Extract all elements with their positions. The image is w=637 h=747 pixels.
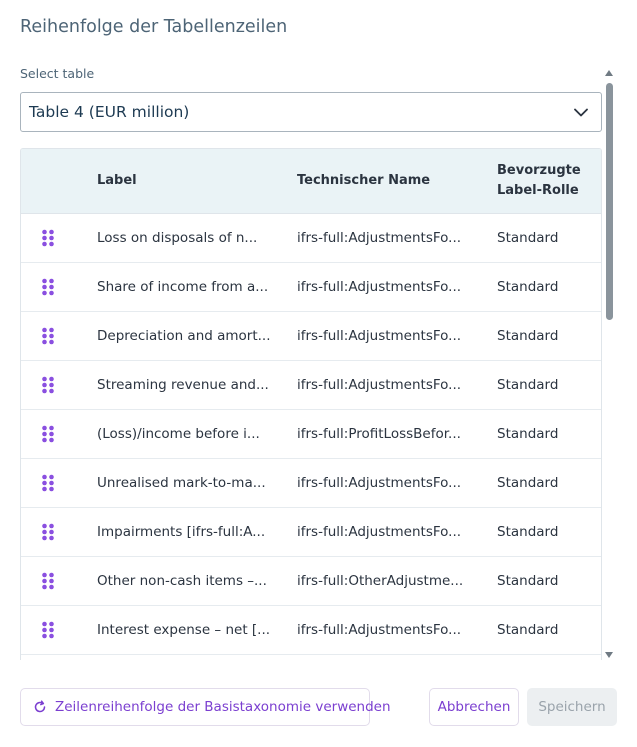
scroll-down-arrow[interactable] — [604, 651, 614, 659]
row-label: Unrealised mark-to-ma... — [97, 475, 266, 491]
row-label-role: Standard — [497, 524, 559, 540]
grip-dots-icon — [42, 229, 54, 247]
row-label-role: Standard — [497, 328, 559, 344]
table-body — [21, 214, 601, 660]
row-technical-name: ifrs-full:AdjustmentsFo... — [297, 279, 462, 295]
grip-dots-icon — [42, 376, 54, 394]
table-row[interactable] — [21, 459, 601, 508]
grip-dots-icon — [42, 278, 54, 296]
cancel-button[interactable]: Abbrechen — [429, 688, 519, 726]
table-select[interactable] — [20, 92, 602, 132]
dialog-title: Reihenfolge der Tabellenzeilen — [20, 17, 288, 37]
header-preferred-role — [497, 161, 601, 201]
grip-dots-icon — [42, 572, 54, 590]
table-row[interactable] — [21, 508, 601, 557]
scroll-up-arrow[interactable] — [604, 69, 614, 77]
refresh-icon — [33, 700, 47, 714]
selected-table-value: Table 4 (EUR million) — [29, 103, 190, 121]
row-technical-name: ifrs-full:AdjustmentsFo... — [297, 524, 462, 540]
drag-handle[interactable] — [21, 229, 97, 247]
row-label: (Loss)/income before i... — [97, 426, 260, 442]
row-technical-name: ifrs-full:AdjustmentsFo... — [297, 377, 462, 393]
table-row[interactable] — [21, 606, 601, 655]
header-preferred-role-line1: Bevorzugte — [497, 163, 581, 178]
header-technical-name: Technischer Name — [297, 173, 431, 188]
grip-dots-icon — [42, 474, 54, 492]
drag-handle[interactable] — [21, 572, 97, 590]
row-technical-name: ifrs-full:AdjustmentsFo... — [297, 230, 462, 246]
table-row[interactable] — [21, 263, 601, 312]
row-label: Depreciation and amort... — [97, 328, 271, 344]
drag-handle[interactable] — [21, 278, 97, 296]
select-table-label: Select table — [20, 66, 95, 81]
rows-table — [20, 148, 602, 660]
row-label: Other non-cash items –... — [97, 573, 267, 589]
row-label-role: Standard — [497, 279, 559, 295]
row-label: Impairments [ifrs-full:A... — [97, 524, 266, 540]
row-label: Streaming revenue and... — [97, 377, 269, 393]
drag-handle[interactable] — [21, 474, 97, 492]
chevron-down-icon — [573, 104, 589, 120]
row-label-role: Standard — [497, 426, 559, 442]
row-label-role: Standard — [497, 230, 559, 246]
row-label: Share of income from a... — [97, 279, 269, 295]
row-technical-name: ifrs-full:AdjustmentsFo... — [297, 328, 462, 344]
table-row[interactable] — [21, 557, 601, 606]
drag-handle[interactable] — [21, 425, 97, 443]
header-label: Label — [97, 173, 137, 188]
header-preferred-role-line2: Label-Rolle — [497, 183, 579, 198]
reset-order-button[interactable] — [20, 688, 391, 726]
table-row[interactable] — [21, 410, 601, 459]
grip-dots-icon — [42, 621, 54, 639]
drag-handle[interactable] — [21, 376, 97, 394]
table-row[interactable] — [21, 361, 601, 410]
table-header — [21, 149, 601, 214]
row-technical-name: ifrs-full:AdjustmentsFo... — [297, 622, 462, 638]
row-label-role: Standard — [497, 573, 559, 589]
row-label-role: Standard — [497, 622, 559, 638]
grip-dots-icon — [42, 523, 54, 541]
table-row-partial — [21, 655, 601, 660]
row-label: Interest expense – net [... — [97, 622, 271, 638]
table-row[interactable] — [21, 214, 601, 263]
row-technical-name: ifrs-full:OtherAdjustme... — [297, 573, 464, 589]
scrollbar-thumb[interactable] — [606, 83, 613, 320]
grip-dots-icon — [42, 425, 54, 443]
row-label-role: Standard — [497, 475, 559, 491]
grip-dots-icon — [42, 327, 54, 345]
row-technical-name: ifrs-full:AdjustmentsFo... — [297, 475, 462, 491]
save-button[interactable]: Speichern — [527, 688, 617, 726]
drag-handle[interactable] — [21, 621, 97, 639]
table-row[interactable] — [21, 312, 601, 361]
row-label: Loss on disposals of n... — [97, 230, 258, 246]
row-technical-name: ifrs-full:ProfitLossBefor... — [297, 426, 461, 442]
drag-handle[interactable] — [21, 523, 97, 541]
reset-order-label: Zeilenreihenfolge der Basistaxonomie verwenden — [55, 699, 391, 715]
row-label-role: Standard — [497, 377, 559, 393]
drag-handle[interactable] — [21, 327, 97, 345]
